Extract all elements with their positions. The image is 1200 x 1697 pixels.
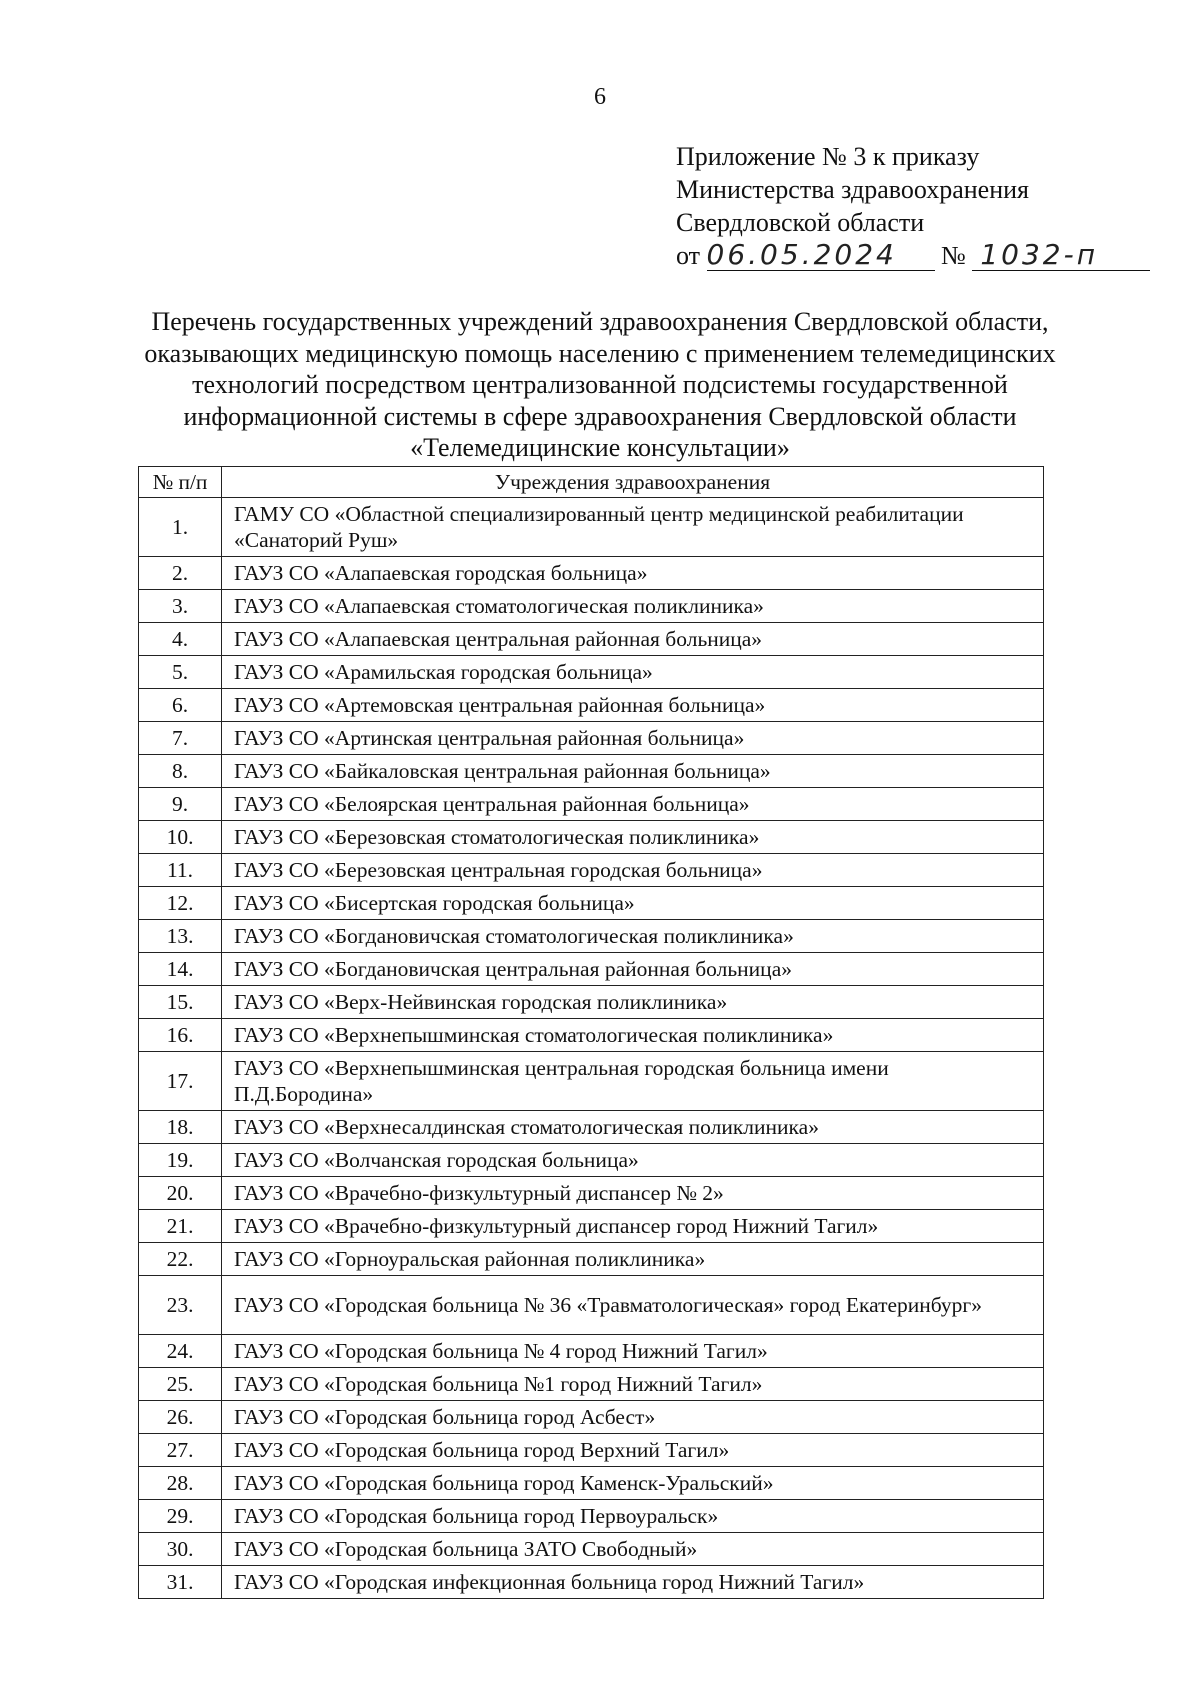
title-line-2: оказывающих медицинскую помощь населению с применением телемедицинских <box>144 338 1056 368</box>
row-number: 11. <box>139 854 222 887</box>
institution-name: ГАУЗ СО «Верхнесалдинская стоматологическая поликлиника» <box>222 1111 1044 1144</box>
row-number: 31. <box>139 1566 222 1599</box>
row-number: 7. <box>139 722 222 755</box>
institution-name: ГАУЗ СО «Арамильская городская больница» <box>222 656 1044 689</box>
title-line-1: Перечень государственных учреждений здравоохранения Свердловской области, <box>151 307 1049 336</box>
table-row <box>139 1566 1044 1599</box>
institution-name: ГАУЗ СО «Городская больница город Первоуральск» <box>222 1500 1044 1533</box>
institution-name: ГАУЗ СО «Алапаевская стоматологическая поликлиника» <box>222 590 1044 623</box>
table-row <box>139 656 1044 689</box>
number-prefix: № <box>941 241 966 270</box>
table-row <box>139 1335 1044 1368</box>
header-institution: Учреждения здравоохранения <box>222 467 1044 498</box>
table-row <box>139 1467 1044 1500</box>
institution-name: ГАУЗ СО «Врачебно-физкультурный диспансер город Нижний Тагил» <box>222 1210 1044 1243</box>
table-row <box>139 722 1044 755</box>
date-prefix: от <box>676 241 701 270</box>
row-number: 1. <box>139 498 222 557</box>
institution-name: ГАУЗ СО «Верх-Нейвинская городская поликлиника» <box>222 986 1044 1019</box>
row-number: 28. <box>139 1467 222 1500</box>
row-number: 29. <box>139 1500 222 1533</box>
institution-name: ГАУЗ СО «Городская больница город Верхний Тагил» <box>222 1434 1044 1467</box>
institution-name: ГАУЗ СО «Городская больница ЗАТО Свободный» <box>222 1533 1044 1566</box>
table-row <box>139 1368 1044 1401</box>
table-row <box>139 1052 1044 1111</box>
institution-name: ГАМУ СО «Областной специализированный центр медицинской реабилитации «Санаторий Руш» <box>222 498 1044 557</box>
table-row <box>139 1533 1044 1566</box>
title-line-4: информационной системы в сфере здравоохранения Свердловской области <box>183 401 1017 431</box>
row-number: 5. <box>139 656 222 689</box>
row-number: 19. <box>139 1144 222 1177</box>
institution-name: ГАУЗ СО «Верхнепышминская стоматологическая поликлиника» <box>222 1019 1044 1052</box>
row-number: 20. <box>139 1177 222 1210</box>
appendix-date-line <box>676 239 1150 272</box>
table-row <box>139 1434 1044 1467</box>
row-number: 9. <box>139 788 222 821</box>
institution-name: ГАУЗ СО «Городская инфекционная больница город Нижний Тагил» <box>222 1566 1044 1599</box>
table-row <box>139 623 1044 656</box>
institution-name: ГАУЗ СО «Городская больница город Каменск-Уральский» <box>222 1467 1044 1500</box>
row-number: 4. <box>139 623 222 656</box>
table-header-row <box>139 467 1044 498</box>
page-number: 6 <box>594 84 606 110</box>
institution-name: ГАУЗ СО «Бисертская городская больница» <box>222 887 1044 920</box>
table-row <box>139 1500 1044 1533</box>
institution-name: ГАУЗ СО «Верхнепышминская центральная городская больница имени П.Д.Бородина» <box>222 1052 1044 1111</box>
table-row <box>139 854 1044 887</box>
institution-name: ГАУЗ СО «Горноуральская районная поликлиника» <box>222 1243 1044 1276</box>
table-row <box>139 986 1044 1019</box>
table-row <box>139 1401 1044 1434</box>
row-number: 30. <box>139 1533 222 1566</box>
row-number: 10. <box>139 821 222 854</box>
appendix-line-3: Свердловской области <box>676 208 925 237</box>
row-number: 15. <box>139 986 222 1019</box>
institution-name: ГАУЗ СО «Белоярская центральная районная больница» <box>222 788 1044 821</box>
row-number: 21. <box>139 1210 222 1243</box>
institution-name: ГАУЗ СО «Березовская центральная городская больница» <box>222 854 1044 887</box>
title-line-3: технологий посредством централизованной подсистемы государственной <box>192 370 1008 399</box>
institution-name: ГАУЗ СО «Алапаевская центральная районная больница» <box>222 623 1044 656</box>
table-row <box>139 821 1044 854</box>
row-number: 26. <box>139 1401 222 1434</box>
institution-name: ГАУЗ СО «Артинская центральная районная больница» <box>222 722 1044 755</box>
row-number: 6. <box>139 689 222 722</box>
institution-name: ГАУЗ СО «Богдановичская стоматологическая поликлиника» <box>222 920 1044 953</box>
handwritten-date: 06.05.2024 <box>707 240 935 271</box>
handwritten-order-number: 1032-п <box>972 240 1150 271</box>
institutions-table <box>138 466 1044 1599</box>
row-number: 24. <box>139 1335 222 1368</box>
institution-name: ГАУЗ СО «Городская больница № 4 город Нижний Тагил» <box>222 1335 1044 1368</box>
header-number: № п/п <box>139 467 222 498</box>
table-row <box>139 689 1044 722</box>
row-number: 2. <box>139 557 222 590</box>
row-number: 13. <box>139 920 222 953</box>
table-row <box>139 788 1044 821</box>
appendix-block <box>676 140 1150 272</box>
title-line-5: «Телемедицинские консультации» <box>410 433 790 462</box>
row-number: 12. <box>139 887 222 920</box>
table-row <box>139 1111 1044 1144</box>
row-number: 16. <box>139 1019 222 1052</box>
row-number: 27. <box>139 1434 222 1467</box>
institution-name: ГАУЗ СО «Байкаловская центральная районная больница» <box>222 755 1044 788</box>
row-number: 3. <box>139 590 222 623</box>
row-number: 23. <box>139 1276 222 1335</box>
table-row <box>139 1144 1044 1177</box>
institution-name: ГАУЗ СО «Богдановичская центральная районная больница» <box>222 953 1044 986</box>
table-row <box>139 498 1044 557</box>
row-number: 14. <box>139 953 222 986</box>
institution-name: ГАУЗ СО «Березовская стоматологическая поликлиника» <box>222 821 1044 854</box>
institution-name: ГАУЗ СО «Городская больница № 36 «Травматологическая» город Екатеринбург» <box>222 1276 1044 1335</box>
table-row <box>139 887 1044 920</box>
table-row <box>139 1177 1044 1210</box>
table-row <box>139 1210 1044 1243</box>
table-row <box>139 1243 1044 1276</box>
row-number: 18. <box>139 1111 222 1144</box>
appendix-line-2: Министерства здравоохранения <box>676 175 1029 204</box>
row-number: 22. <box>139 1243 222 1276</box>
table-row <box>139 953 1044 986</box>
document-title <box>120 306 1080 464</box>
institution-name: ГАУЗ СО «Городская больница город Асбест» <box>222 1401 1044 1434</box>
row-number: 17. <box>139 1052 222 1111</box>
table-row <box>139 557 1044 590</box>
institution-name: ГАУЗ СО «Врачебно-физкультурный диспансер № 2» <box>222 1177 1044 1210</box>
institution-name: ГАУЗ СО «Артемовская центральная районная больница» <box>222 689 1044 722</box>
institution-name: ГАУЗ СО «Городская больница №1 город Нижний Тагил» <box>222 1368 1044 1401</box>
table-row <box>139 755 1044 788</box>
table-row <box>139 920 1044 953</box>
row-number: 8. <box>139 755 222 788</box>
institution-name: ГАУЗ СО «Алапаевская городская больница» <box>222 557 1044 590</box>
appendix-line-1: Приложение № 3 к приказу <box>676 142 980 171</box>
institution-name: ГАУЗ СО «Волчанская городская больница» <box>222 1144 1044 1177</box>
row-number: 25. <box>139 1368 222 1401</box>
table-row <box>139 590 1044 623</box>
table-row <box>139 1019 1044 1052</box>
table-row <box>139 1276 1044 1335</box>
